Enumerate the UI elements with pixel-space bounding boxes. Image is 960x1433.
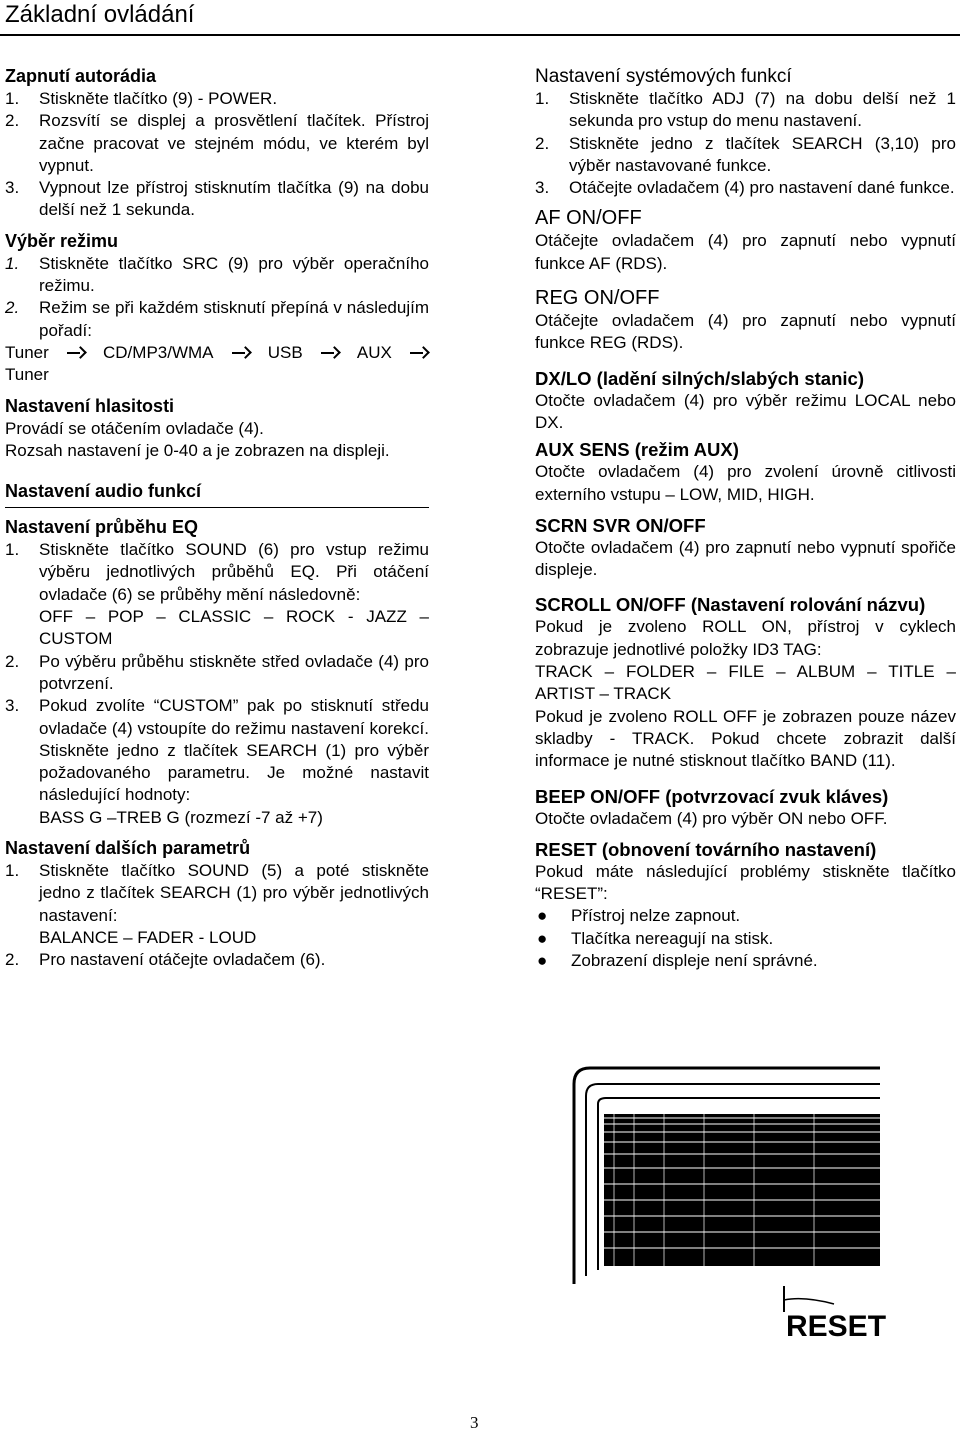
step-text: Stiskněte tlačítko ADJ (7) na dobu delší než 1 sekunda pro vstup do menu nastavení. (569, 89, 956, 131)
step-number: 1. (5, 89, 20, 108)
bullet-text: Zobrazení displeje není správné. (571, 951, 818, 971)
other-step-1 (5, 860, 429, 949)
dx-heading: DX/LO (ladění silných/slabých stanic) (535, 367, 864, 389)
step-text: Vypnout lze přístroj stisknutím tlačítka (9) na dobu delší než 1 sekunda. (39, 178, 429, 220)
arrow-right-icon (320, 347, 340, 359)
step-text: Režim se při každém stisknutí přepíná v následujím pořadí: (39, 298, 429, 340)
eq-step-3 (5, 695, 429, 829)
mode-cd: CD/MP3/WMA (103, 342, 214, 362)
power-step-3 (5, 177, 429, 222)
step-number: 1. (5, 540, 20, 560)
scroll-text-1: Pokud je zvoleno ROLL ON, přístroj v cyklech zobrazuje jednotlivé položky ID3 TAG: (535, 617, 956, 659)
front-panel-drawing (534, 1056, 938, 1370)
bullet-text: Tlačítka nereagují na stisk. (571, 928, 774, 948)
eq-step-1 (5, 539, 429, 650)
arrow-right-icon (409, 347, 429, 359)
left-column (5, 65, 429, 972)
step-number: 2. (5, 950, 20, 970)
reset-bullet-1 (535, 905, 956, 927)
mode-tuner: Tuner (5, 342, 49, 362)
page-number: 3 (470, 1413, 479, 1432)
eq-step-2 (5, 651, 429, 696)
af-heading: AF ON/OFF (535, 207, 642, 230)
reg-text: Otáčejte ovladačem (4) pro zapnutí nebo vypnutí funkce REG (RDS). (535, 311, 956, 353)
scrn-heading: SCRN SVR ON/OFF (535, 514, 706, 536)
step-number: 3. (5, 696, 20, 716)
step-number: 3. (5, 178, 20, 198)
system-step-1 (535, 88, 956, 133)
bullet-icon: ● (537, 928, 548, 948)
beep-heading: BEEP ON/OFF (potvrzovací zvuk kláves) (535, 785, 889, 807)
reset-figure (534, 1056, 938, 1370)
power-step-1 (5, 88, 429, 110)
step-text: Stiskněte tlačítko (9) - POWER. (39, 89, 278, 108)
reset-bullet-3 (535, 950, 956, 972)
scroll-heading: SCROLL ON/OFF (Nastavení rolování názvu) (535, 594, 926, 616)
mode-step-2 (5, 297, 429, 342)
power-heading: Zapnutí autorádia (5, 66, 157, 86)
volume-text-2: Rozsah nastavení je 0-40 a je zobrazen na displeji. (5, 440, 390, 460)
step-text: Pokud zvolíte “CUSTOM” pak po stisknutí středu ovladače (4) vstoupíte do režimu nastavení korekcí. Stiskněte jedno z tlačítek SEARCH (1) pro výběr požadovaného parametru. Je možné nastavit následující hodnoty: (39, 696, 429, 805)
step-text: Rozsvítí se displej a prosvětlení tlačítek. Přístroj začne pracovat ve stejném módu, ve kterém byl vypnut. (39, 111, 429, 175)
eq-options: OFF – POP – CLASSIC – ROCK - JAZZ – (39, 607, 429, 627)
step-number: 3. (535, 178, 550, 198)
step-text: Stiskněte jedno z tlačítek SEARCH (3,10) pro výběr nastavované funkce. (569, 133, 956, 175)
af-text: Otáčejte ovladačem (4) pro zapnutí nebo vypnutí funkce AF (RDS). (535, 231, 956, 273)
mode-step-1 (5, 253, 429, 298)
reset-label: RESET (786, 1310, 887, 1343)
bullet-icon: ● (537, 951, 548, 971)
power-step-2 (5, 110, 429, 177)
step-number: 2. (535, 133, 550, 153)
system-heading: Nastavení systémových funkcí (535, 66, 792, 87)
page-title: Základní ovládání (5, 1, 195, 28)
reset-heading: RESET (obnovení továrního nastavení) (535, 838, 877, 860)
other-step-2 (5, 949, 429, 971)
volume-text-1: Provádí se otáčením ovladače (4). (5, 418, 264, 438)
title-divider (0, 34, 960, 36)
step-number: 2. (5, 298, 20, 318)
bullet-icon: ● (537, 906, 548, 926)
other-values: BALANCE – FADER - LOUD (39, 927, 257, 947)
volume-heading: Nastavení hlasitosti (5, 395, 175, 416)
audio-heading: Nastavení audio funkcí (5, 480, 429, 508)
step-text: Otáčejte ovladačem (4) pro nastavení dané funkce. (569, 178, 955, 198)
step-text: Po výběru průběhu stiskněte střed ovladače (4) pro potvrzení. (39, 651, 429, 693)
mode-sequence (5, 342, 429, 364)
reset-bullet-2 (535, 928, 956, 950)
beep-text: Otočte ovladačem (4) pro výběr ON nebo OFF. (535, 808, 888, 828)
other-heading: Nastavení dalších parametrů (5, 838, 251, 859)
bullet-text: Přístroj nelze zapnout. (571, 906, 741, 926)
mode-sequence-end: Tuner (5, 365, 49, 385)
system-step-2 (535, 133, 956, 178)
eq-options-end: CUSTOM (39, 629, 113, 649)
mode-heading: Výběr režimu (5, 230, 119, 251)
arrow-right-icon (231, 347, 251, 359)
mode-usb: USB (267, 342, 303, 362)
eq-values: BASS G –TREB G (rozmezí -7 až +7) (39, 807, 323, 827)
aux-text: Otočte ovladačem (4) pro zvolení úrovně citlivosti externího vstupu – LOW, MID, HIGH. (535, 462, 956, 504)
system-step-3 (535, 177, 956, 199)
dx-text: Otočte ovladačem (4) pro výběr režimu LOCAL nebo DX. (535, 390, 956, 432)
step-text: Stiskněte tlačítko SRC (9) pro výběr operačního režimu. (39, 253, 429, 296)
step-text: Stiskněte tlačítko SOUND (6) pro vstup režimu výběru jednotlivých průběhů EQ. Při otáčení ovladače (6) se průběhy mění následovně: (39, 540, 429, 604)
scroll-text-2: Pokud je zvoleno ROLL OFF je zobrazen pouze název skladby - TRACK. Pokud chcete zobrazit další informace je nutné stisknout tlačítko BAND (11). (535, 706, 956, 771)
step-number: 2. (5, 111, 20, 131)
scrn-text: Otočte ovladačem (4) pro zapnutí nebo vypnutí spořiče displeje. (535, 537, 956, 580)
step-number: 1. (535, 89, 550, 108)
step-number: 1. (5, 861, 20, 881)
arrow-right-icon (66, 347, 86, 359)
scroll-tags: TRACK – FOLDER – FILE – ALBUM – TITLE – (535, 662, 956, 682)
aux-heading: AUX SENS (režim AUX) (535, 439, 739, 461)
step-number: 1. (5, 253, 20, 273)
step-number: 2. (5, 651, 20, 671)
right-column (535, 65, 956, 972)
step-text: Pro nastavení otáčejte ovladačem (6). (39, 950, 326, 970)
mode-aux: AUX (356, 342, 392, 362)
reg-heading: REG ON/OFF (535, 287, 660, 310)
scroll-tags-end: ARTIST – TRACK (535, 684, 672, 704)
step-text: Stiskněte tlačítko SOUND (5) a poté stiskněte jedno z tlačítek SEARCH (1) pro výběr jednotlivých nastavení: (39, 861, 429, 925)
reset-text: Pokud máte následující problémy stiskněte tlačítko “RESET”: (535, 861, 956, 904)
eq-heading: Nastavení průběhu EQ (5, 517, 199, 538)
